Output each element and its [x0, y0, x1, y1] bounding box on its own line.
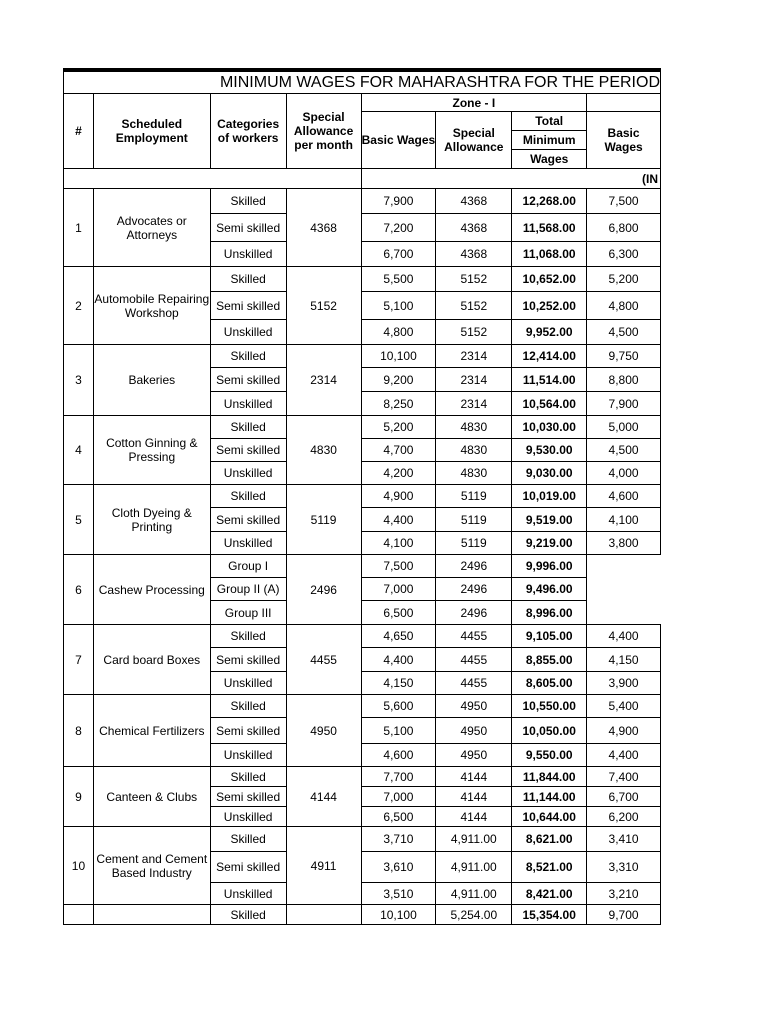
- worker-category: Skilled: [210, 767, 286, 787]
- special-allowance: 2496: [436, 555, 512, 578]
- employment-name: Canteen & Clubs: [93, 767, 210, 827]
- total-minimum-wages: 9,952.00: [512, 320, 587, 345]
- basic-wages-zone-2: 7,500: [587, 189, 661, 214]
- worker-category: Skilled: [210, 485, 286, 508]
- basic-wages: 7,500: [361, 555, 436, 578]
- special-allowance: 5119: [436, 532, 512, 555]
- basic-wages: 7,900: [361, 189, 436, 214]
- employment-name: Cotton Ginning & Pressing: [93, 416, 210, 485]
- header-filler: [93, 169, 210, 189]
- basic-wages-zone-2: 8,800: [587, 368, 661, 392]
- total-minimum-wages: 9,530.00: [512, 439, 587, 462]
- special-allowance-per-month: 4950: [286, 695, 361, 767]
- employment-number: 7: [64, 625, 94, 695]
- employment-number: 3: [64, 345, 94, 416]
- basic-wages-zone-2: 4,400: [587, 625, 661, 648]
- special-allowance-per-month: 2496: [286, 555, 361, 625]
- special-allowance: 4,911.00: [436, 883, 512, 905]
- worker-category: Group II (A): [210, 578, 286, 601]
- basic-wages: 6,700: [361, 242, 436, 267]
- special-allowance: 4368: [436, 242, 512, 267]
- zone-label: Zone - I: [361, 94, 587, 112]
- basic-wages-zone-2: 4,500: [587, 439, 661, 462]
- special-allowance: 5119: [436, 485, 512, 508]
- total-minimum-wages: 10,550.00: [512, 695, 587, 718]
- basic-wages-zone-2: 6,700: [587, 787, 661, 807]
- worker-category: Unskilled: [210, 672, 286, 695]
- employment-name: Bakeries: [93, 345, 210, 416]
- worker-category: Semi skilled: [210, 718, 286, 744]
- special-allowance-per-month: [286, 905, 361, 925]
- basic-wages-zone-2: 5,400: [587, 695, 661, 718]
- zone-2-spacer: [587, 94, 661, 112]
- header-minimum: Minimum: [512, 131, 587, 150]
- total-minimum-wages: 11,144.00: [512, 787, 587, 807]
- header-basic-wages: Basic Wages: [361, 112, 436, 169]
- total-minimum-wages: 8,421.00: [512, 883, 587, 905]
- special-allowance: 5152: [436, 292, 512, 320]
- special-allowance: 4144: [436, 787, 512, 807]
- total-minimum-wages: 11,568.00: [512, 214, 587, 242]
- table-row: [64, 625, 661, 648]
- unit-note: (IN: [361, 169, 660, 189]
- wage-table: [63, 71, 661, 925]
- employment-number: 4: [64, 416, 94, 485]
- employment-number: 10: [64, 827, 94, 905]
- basic-wages-zone-2: 9,700: [587, 905, 661, 925]
- basic-wages: 4,150: [361, 672, 436, 695]
- special-allowance: 4144: [436, 767, 512, 787]
- basic-wages: 7,000: [361, 578, 436, 601]
- total-minimum-wages: 9,030.00: [512, 462, 587, 485]
- worker-category: Semi skilled: [210, 508, 286, 532]
- header-total: Total: [512, 112, 587, 131]
- basic-wages-zone-2: [587, 555, 661, 625]
- worker-category: Semi skilled: [210, 648, 286, 672]
- worker-category: Semi skilled: [210, 787, 286, 807]
- table-row: [64, 905, 661, 925]
- total-minimum-wages: 8,621.00: [512, 827, 587, 852]
- basic-wages: 3,710: [361, 827, 436, 852]
- employment-name: Automobile Repairing Workshop: [93, 267, 210, 345]
- total-minimum-wages: 9,519.00: [512, 508, 587, 532]
- worker-category: Group I: [210, 555, 286, 578]
- basic-wages-zone-2: 3,410: [587, 827, 661, 852]
- total-minimum-wages: 10,252.00: [512, 292, 587, 320]
- special-allowance-per-month: 4144: [286, 767, 361, 827]
- table-row: [64, 555, 661, 578]
- employment-number: 8: [64, 695, 94, 767]
- header-special-allowance-pm: Special Allowance per month: [286, 94, 361, 169]
- basic-wages-zone-2: 4,400: [587, 744, 661, 767]
- employment-name: Cashew Processing: [93, 555, 210, 625]
- worker-category: Skilled: [210, 827, 286, 852]
- worker-category: Unskilled: [210, 462, 286, 485]
- worker-category: Semi skilled: [210, 439, 286, 462]
- basic-wages-zone-2: 6,300: [587, 242, 661, 267]
- employment-name: Cloth Dyeing & Printing: [93, 485, 210, 555]
- special-allowance: 4,911.00: [436, 827, 512, 852]
- worker-category: Unskilled: [210, 807, 286, 827]
- basic-wages-zone-2: 4,800: [587, 292, 661, 320]
- special-allowance-per-month: 4455: [286, 625, 361, 695]
- worker-category: Semi skilled: [210, 368, 286, 392]
- total-minimum-wages: 8,996.00: [512, 601, 587, 625]
- employment-number: 2: [64, 267, 94, 345]
- basic-wages-zone-2: 7,400: [587, 767, 661, 787]
- page-title: MINIMUM WAGES FOR MAHARASHTRA FOR THE PERIOD: [64, 72, 661, 94]
- worker-category: Semi skilled: [210, 292, 286, 320]
- total-minimum-wages: 9,550.00: [512, 744, 587, 767]
- special-allowance: 4,911.00: [436, 852, 512, 883]
- basic-wages-zone-2: 4,100: [587, 508, 661, 532]
- table-row: [64, 485, 661, 508]
- header-categories: Categories of workers: [210, 94, 286, 169]
- worker-category: Unskilled: [210, 744, 286, 767]
- special-allowance-per-month: 5119: [286, 485, 361, 555]
- employment-number: [64, 905, 94, 925]
- basic-wages-zone-2: 6,200: [587, 807, 661, 827]
- basic-wages: 5,200: [361, 416, 436, 439]
- header-scheduled-employment: Scheduled Employment: [93, 94, 210, 169]
- header-special-allowance: Special Allowance: [436, 112, 512, 169]
- total-minimum-wages: 9,219.00: [512, 532, 587, 555]
- total-minimum-wages: 11,514.00: [512, 368, 587, 392]
- basic-wages-zone-2: 6,800: [587, 214, 661, 242]
- special-allowance-per-month: 5152: [286, 267, 361, 345]
- basic-wages: 5,500: [361, 267, 436, 292]
- special-allowance: 4830: [436, 439, 512, 462]
- employment-name: Card board Boxes: [93, 625, 210, 695]
- table-row: [64, 695, 661, 718]
- employment-number: 5: [64, 485, 94, 555]
- basic-wages-zone-2: 3,800: [587, 532, 661, 555]
- total-minimum-wages: 10,019.00: [512, 485, 587, 508]
- special-allowance: 4830: [436, 462, 512, 485]
- total-minimum-wages: 12,268.00: [512, 189, 587, 214]
- basic-wages: 4,700: [361, 439, 436, 462]
- table-row: [64, 767, 661, 787]
- header-num: #: [64, 94, 94, 169]
- basic-wages-zone-2: 5,200: [587, 267, 661, 292]
- basic-wages: 10,100: [361, 905, 436, 925]
- special-allowance: 2496: [436, 601, 512, 625]
- total-minimum-wages: 8,605.00: [512, 672, 587, 695]
- worker-category: Semi skilled: [210, 852, 286, 883]
- special-allowance: 4950: [436, 718, 512, 744]
- basic-wages-zone-2: 4,000: [587, 462, 661, 485]
- total-minimum-wages: 10,644.00: [512, 807, 587, 827]
- basic-wages-zone-2: 3,310: [587, 852, 661, 883]
- basic-wages-zone-2: 4,500: [587, 320, 661, 345]
- worker-category: Skilled: [210, 695, 286, 718]
- basic-wages: 4,400: [361, 648, 436, 672]
- employment-name: Advocates or Attorneys: [93, 189, 210, 267]
- worker-category: Unskilled: [210, 532, 286, 555]
- special-allowance: 2314: [436, 368, 512, 392]
- total-minimum-wages: 9,496.00: [512, 578, 587, 601]
- basic-wages-zone-2: 4,600: [587, 485, 661, 508]
- basic-wages: 4,400: [361, 508, 436, 532]
- basic-wages: 4,900: [361, 485, 436, 508]
- basic-wages: 8,250: [361, 392, 436, 416]
- total-minimum-wages: 12,414.00: [512, 345, 587, 368]
- special-allowance: 4455: [436, 672, 512, 695]
- worker-category: Skilled: [210, 267, 286, 292]
- basic-wages: 3,510: [361, 883, 436, 905]
- total-minimum-wages: 9,996.00: [512, 555, 587, 578]
- total-minimum-wages: 10,652.00: [512, 267, 587, 292]
- total-minimum-wages: 8,521.00: [512, 852, 587, 883]
- table-row: [64, 416, 661, 439]
- special-allowance: 4368: [436, 189, 512, 214]
- special-allowance-per-month: 4368: [286, 189, 361, 267]
- basic-wages: 4,800: [361, 320, 436, 345]
- special-allowance: 4950: [436, 744, 512, 767]
- special-allowance: 4368: [436, 214, 512, 242]
- basic-wages: 3,610: [361, 852, 436, 883]
- special-allowance: 4455: [436, 648, 512, 672]
- wage-sheet: [63, 68, 661, 930]
- special-allowance-per-month: 4911: [286, 827, 361, 905]
- basic-wages-zone-2: 4,150: [587, 648, 661, 672]
- special-allowance-per-month: 4830: [286, 416, 361, 485]
- total-minimum-wages: 8,855.00: [512, 648, 587, 672]
- total-minimum-wages: 10,564.00: [512, 392, 587, 416]
- table-row: [64, 267, 661, 292]
- basic-wages-zone-2: 3,900: [587, 672, 661, 695]
- basic-wages: 4,650: [361, 625, 436, 648]
- special-allowance: 5,254.00: [436, 905, 512, 925]
- special-allowance: 2496: [436, 578, 512, 601]
- worker-category: Unskilled: [210, 320, 286, 345]
- special-allowance: 4830: [436, 416, 512, 439]
- basic-wages: 7,200: [361, 214, 436, 242]
- special-allowance: 4455: [436, 625, 512, 648]
- total-minimum-wages: 9,105.00: [512, 625, 587, 648]
- basic-wages: 7,700: [361, 767, 436, 787]
- worker-category: Group III: [210, 601, 286, 625]
- special-allowance: 4950: [436, 695, 512, 718]
- employment-number: 1: [64, 189, 94, 267]
- worker-category: Skilled: [210, 416, 286, 439]
- header-filler: [64, 169, 94, 189]
- worker-category: Unskilled: [210, 242, 286, 267]
- basic-wages: 4,100: [361, 532, 436, 555]
- worker-category: Unskilled: [210, 392, 286, 416]
- worker-category: Semi skilled: [210, 214, 286, 242]
- worker-category: Skilled: [210, 189, 286, 214]
- basic-wages-zone-2: 3,210: [587, 883, 661, 905]
- basic-wages: 7,000: [361, 787, 436, 807]
- basic-wages: 10,100: [361, 345, 436, 368]
- table-row: [64, 345, 661, 368]
- total-minimum-wages: 11,844.00: [512, 767, 587, 787]
- header-basic-wages-2: Basic Wages: [587, 112, 661, 169]
- basic-wages: 5,100: [361, 292, 436, 320]
- special-allowance: 2314: [436, 345, 512, 368]
- employment-name: [93, 905, 210, 925]
- employment-number: 6: [64, 555, 94, 625]
- worker-category: Skilled: [210, 905, 286, 925]
- special-allowance: 5152: [436, 320, 512, 345]
- basic-wages: 5,100: [361, 718, 436, 744]
- basic-wages: 6,500: [361, 807, 436, 827]
- total-minimum-wages: 10,050.00: [512, 718, 587, 744]
- employment-number: 9: [64, 767, 94, 827]
- table-row: [64, 827, 661, 852]
- special-allowance: 5119: [436, 508, 512, 532]
- special-allowance: 5152: [436, 267, 512, 292]
- basic-wages: 9,200: [361, 368, 436, 392]
- special-allowance-per-month: 2314: [286, 345, 361, 416]
- total-minimum-wages: 15,354.00: [512, 905, 587, 925]
- header-wages: Wages: [512, 150, 587, 169]
- worker-category: Skilled: [210, 345, 286, 368]
- worker-category: Skilled: [210, 625, 286, 648]
- special-allowance: 2314: [436, 392, 512, 416]
- basic-wages-zone-2: 7,900: [587, 392, 661, 416]
- basic-wages: 4,600: [361, 744, 436, 767]
- basic-wages-zone-2: 4,900: [587, 718, 661, 744]
- special-allowance: 4144: [436, 807, 512, 827]
- header-filler: [210, 169, 286, 189]
- basic-wages-zone-2: 9,750: [587, 345, 661, 368]
- header-filler: [286, 169, 361, 189]
- total-minimum-wages: 10,030.00: [512, 416, 587, 439]
- worker-category: Unskilled: [210, 883, 286, 905]
- basic-wages: 4,200: [361, 462, 436, 485]
- employment-name: Chemical Fertilizers: [93, 695, 210, 767]
- employment-name: Cement and Cement Based Industry: [93, 827, 210, 905]
- basic-wages: 5,600: [361, 695, 436, 718]
- basic-wages-zone-2: 5,000: [587, 416, 661, 439]
- table-row: [64, 189, 661, 214]
- basic-wages: 6,500: [361, 601, 436, 625]
- total-minimum-wages: 11,068.00: [512, 242, 587, 267]
